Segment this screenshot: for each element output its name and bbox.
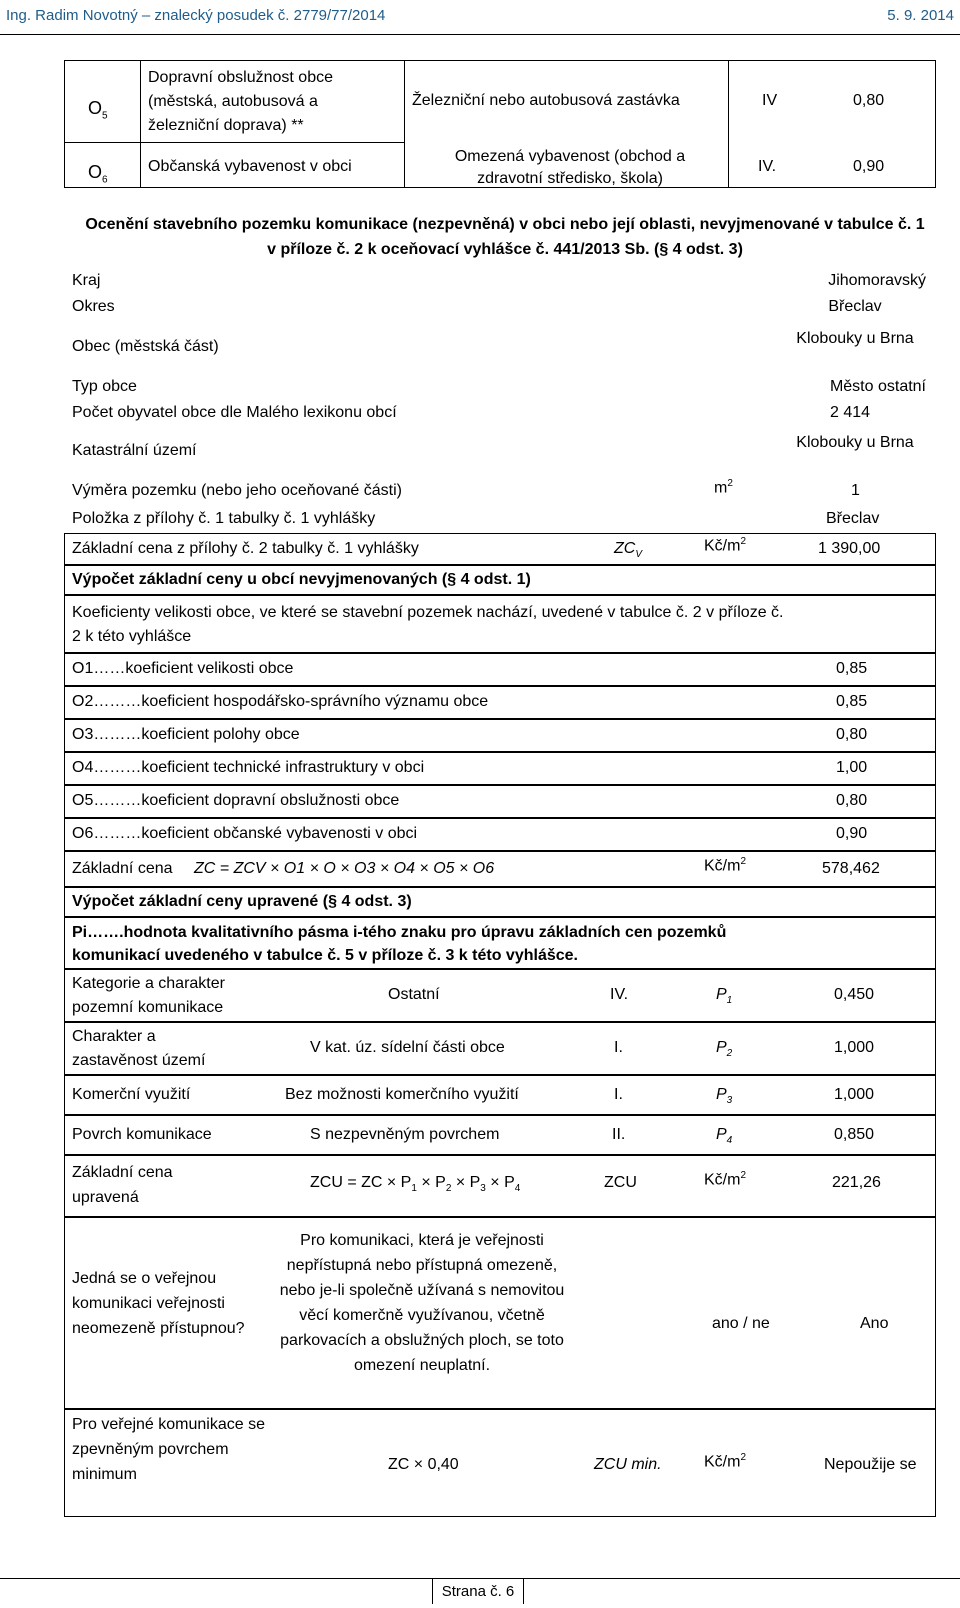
quality-4-label: Povrch komunikace: [72, 1126, 212, 1143]
valuation-title: Ocenění stavebního pozemku komunikace (nezpevněná) v obci nebo její oblasti, nevyjmenované v tabulce č. 1 v příloze č. 2 k oceňovací vyhlášce č. 441/2013 Sb. (§ 4 odst. 3): [85, 216, 925, 258]
quality-1-class: IV.: [610, 986, 629, 1003]
zc-label: Základní cena: [72, 860, 173, 877]
upravene-title: Výpočet základní ceny upravené (§ 4 odst. 3): [72, 893, 412, 910]
minimum-label: Pro veřejné komunikace se zpevněným povrchem minimum: [72, 1416, 265, 1483]
row-o5-class: IV: [762, 92, 778, 109]
row-o5-code: $O_5$: [88, 98, 108, 122]
coef-4-value: 1,00: [836, 759, 868, 776]
pocet-label: Počet obyvatel obce dle Malého lexikonu obcí: [72, 404, 397, 421]
quality-3-class: I.: [614, 1086, 623, 1103]
minimum-symbol: ZCU min.: [594, 1456, 662, 1473]
zc-value: 578,462: [822, 860, 880, 877]
okres-label: Okres: [72, 298, 115, 315]
ku-label: Katastrální území: [72, 442, 197, 459]
row-o6-desc: Omezená vybavenost (obchod a zdravotní středisko, škola): [454, 148, 686, 187]
quality-3-label: Komerční využití: [72, 1086, 191, 1103]
quality-4-desc: S nezpevněným povrchem: [310, 1126, 500, 1143]
coef-4-label: O4………koeficient technické infrastruktury v obci: [72, 759, 425, 776]
okres-value: Břeclav: [828, 298, 882, 315]
quality-2-label: Charakter a zastavěnost území: [72, 1028, 206, 1069]
kraj-value: Jihomoravský: [828, 272, 926, 289]
zc-unit: $Kč/m^2$: [704, 856, 747, 875]
quality-1-desc: Ostatní: [388, 986, 440, 1003]
row-o5-name: Dopravní obslužnost obce (městská, autobusová a železniční doprava) **: [148, 69, 333, 134]
verejna-value: Ano: [860, 1315, 889, 1332]
zcu-symbol: ZCU: [604, 1174, 637, 1191]
zcu-label: Základní cena upravená: [72, 1164, 173, 1206]
quality-4-value: 0,850: [834, 1126, 875, 1143]
coef-3-value: 0,80: [836, 726, 868, 743]
coef-1-value: 0,85: [836, 660, 868, 677]
quality-1-symbol: $P_1$: [716, 986, 733, 1007]
coef-6-value: 0,90: [836, 825, 868, 842]
row-o6-name: Občanská vybavenost v obci: [148, 158, 352, 175]
typ-value: Město ostatní: [829, 378, 926, 395]
koef-text: Koeficienty velikosti obce, ve které se stavební pozemek nachází, uvedené v tabulce č. 2 v příloze č. 2 k této vyhlášce: [72, 604, 784, 645]
zakladni-unit: $Kč/m^2$: [704, 536, 747, 555]
quality-3-desc: Bez možnosti komerčního využití: [285, 1086, 519, 1103]
row-o5-value: 0,80: [853, 92, 885, 109]
header-date: 5. 9. 2014: [887, 7, 954, 24]
row-o6-code: $O_6$: [88, 162, 108, 186]
typ-label: Typ obce: [72, 378, 137, 395]
coef-2-label: O2………koeficient hospodářsko-správního významu obce: [72, 693, 489, 710]
vymera-unit: $m^2$: [714, 478, 733, 497]
coef-3-label: O3………koeficient polohy obce: [72, 726, 300, 743]
verejna-label: Jedná se o veřejnou komunikaci veřejnosti neomezeně přístupnou?: [72, 1270, 245, 1337]
quality-2-value: 1,000: [834, 1039, 875, 1056]
zcu-value: 221,26: [832, 1174, 881, 1191]
page-header: [0, 0, 960, 35]
quality-4-symbol: $P_4$: [716, 1126, 733, 1147]
quality-1-value: 0,450: [834, 986, 875, 1003]
zakladni-label: Základní cena z přílohy č. 2 tabulky č. 1 vyhlášky: [72, 540, 419, 557]
quality-4-class: II.: [612, 1126, 626, 1143]
polozka-value: Břeclav: [826, 510, 880, 527]
coef-6-label: O6………koeficient občanské vybavenosti v obci: [72, 825, 418, 842]
minimum-value: Nepoužije se: [824, 1456, 917, 1473]
vypocet-title: Výpočet základní ceny u obcí nevyjmenovaných (§ 4 odst. 1): [72, 571, 531, 588]
zcu-unit: $Kč/m^2$: [704, 1170, 747, 1189]
minimum-formula: ZC × 0,40: [388, 1456, 459, 1473]
zcu-formula: ZCU = ZC × $P_1 \times P_2 \times P_3 \times P_4$: [310, 1174, 521, 1195]
coef-2-value: 0,85: [836, 693, 868, 710]
zakladni-value: 1 390,00: [818, 540, 881, 557]
page-number: Strana č. 6: [432, 1578, 524, 1604]
zakladni-symbol: $ZC_V$: [614, 540, 642, 561]
verejna-desc: Pro komunikaci, která je veřejnosti nepřístupná nebo přístupná omezeně, nebo je-li společně užívaná s nemovitou věcí komerčně využívanou, včetně parkovacích a obslužných ploch, se toto omezení neuplatní.: [279, 1232, 565, 1374]
polozka-label: Položka z přílohy č. 1 tabulky č. 1 vyhlášky: [72, 510, 376, 527]
quality-2-desc: V kat. úz. sídelní části obce: [310, 1039, 505, 1056]
coef-5-value: 0,80: [836, 792, 868, 809]
obec-value: Klobouky u Brna: [796, 330, 914, 347]
vymera-label: Výměra pozemku (nebo jeho oceňované části): [72, 482, 402, 499]
quality-2-symbol: $P_2$: [716, 1039, 733, 1060]
row-o6-value: 0,90: [853, 158, 885, 175]
verejna-options: ano / ne: [712, 1315, 770, 1332]
pocet-value: 2 414: [830, 404, 871, 421]
vymera-value: 1: [851, 482, 860, 499]
minimum-unit: $Kč/m^2$: [704, 1452, 747, 1471]
row-o5-desc: Železniční nebo autobusová zastávka: [412, 92, 680, 109]
kraj-label: Kraj: [72, 272, 101, 289]
quality-3-value: 1,000: [834, 1086, 875, 1103]
ku-value: Klobouky u Brna: [796, 434, 914, 451]
coef-5-label: O5………koeficient dopravní obslužnosti obce: [72, 792, 400, 809]
quality-2-class: I.: [614, 1039, 623, 1056]
header-title: Ing. Radim Novotný – znalecký posudek č. 2779/77/2014: [6, 7, 386, 24]
zc-formula: ZC = ZCV × O1 × O × O3 × O4 × O5 × O6: [194, 860, 495, 877]
coef-1-label: O1……koeficient velikosti obce: [72, 660, 294, 677]
row-o6-class: IV.: [758, 158, 777, 175]
pi-text: Pi…….hodnota kvalitativního pásma i-tého znaku pro úpravu základních cen pozemků komunikací uvedeného v tabulce č. 5 v příloze č. 3 k této vyhlášce.: [72, 924, 727, 964]
quality-1-label: Kategorie a charakter pozemní komunikace: [72, 975, 225, 1016]
obec-label: Obec (městská část): [72, 338, 219, 355]
quality-3-symbol: $P_3$: [716, 1086, 733, 1107]
